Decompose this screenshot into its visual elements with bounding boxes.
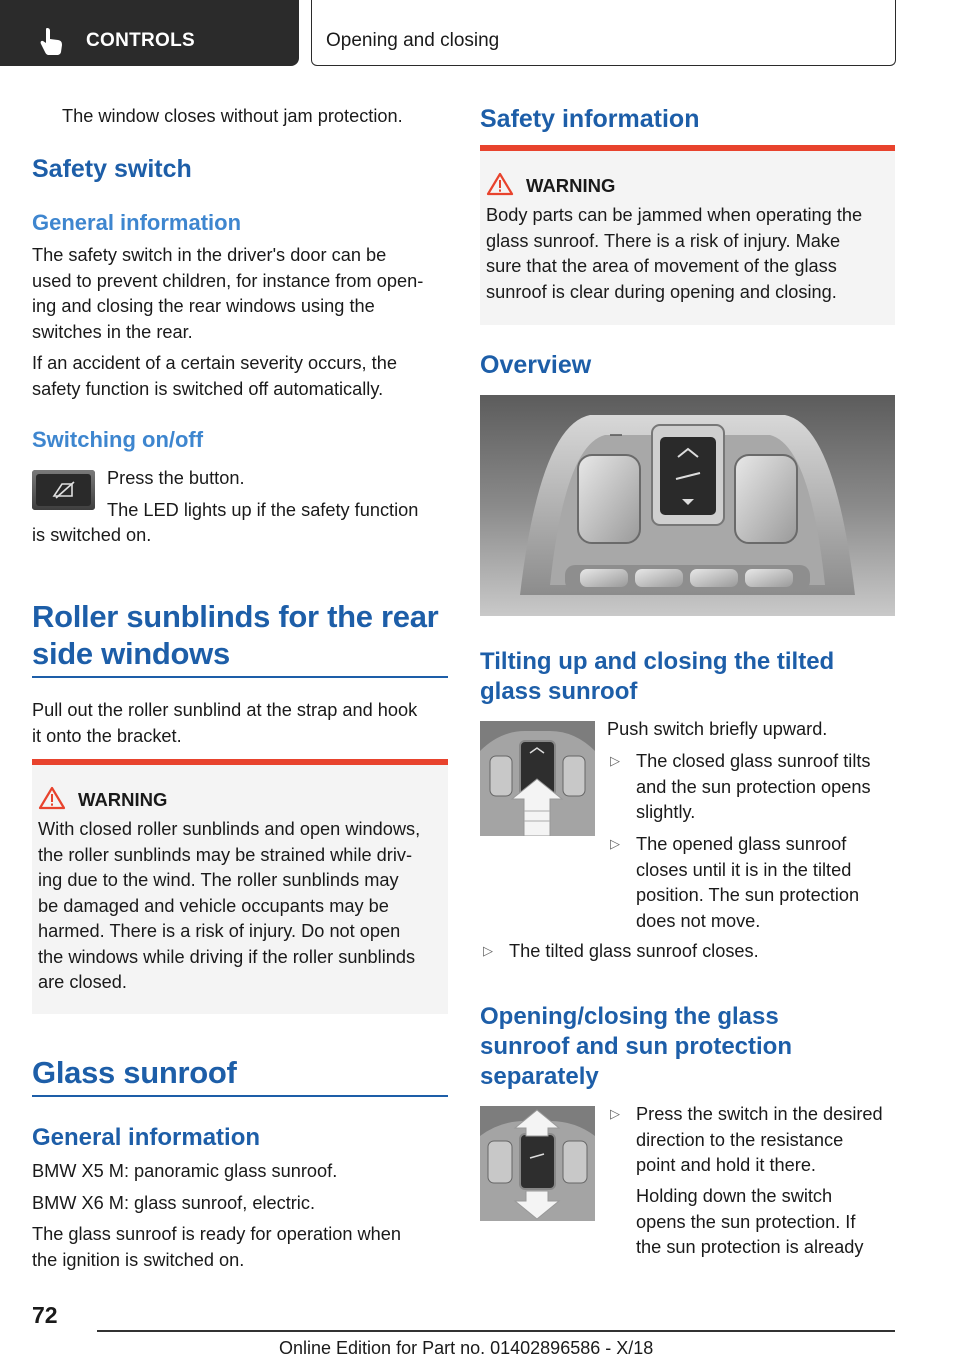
- section-label: Opening and closing: [326, 30, 500, 51]
- open-close-bullet-1: Press the switch in the desired direction to the resistance point and hold it there.: [636, 1104, 883, 1175]
- gs-paragraph-3: The glass sunroof is ready for operation when the ignition is switched on.: [32, 1224, 402, 1270]
- safety-info-heading: Safety information: [480, 105, 700, 133]
- roller-paragraph: Pull out the roller sunblind at the strap and hook it onto the bracket.: [32, 700, 418, 746]
- bullet-triangle-icon: ▷: [483, 943, 493, 958]
- footer-rule: [97, 1330, 895, 1332]
- glass-sunroof-rule: [32, 1095, 448, 1097]
- general-info-paragraph-1: The safety switch in the driver's door can be used to prevent children, for instance from open‐ ing and closing the rear windows using the switches in the rear.: [32, 245, 424, 342]
- hand-pointer-icon: [38, 26, 66, 56]
- page-number: 72: [32, 1302, 58, 1328]
- warning-label: WARNING: [78, 789, 168, 810]
- safety-switch-heading: Safety switch: [32, 155, 192, 183]
- overview-heading: Overview: [480, 351, 592, 379]
- tilt-bullet-2: The opened glass sunroof closes until it is in the tilted position. The sun protection does not move.: [636, 834, 860, 931]
- roller-warning-text: With closed roller sunblinds and open windows, the roller sunblinds may be strained while driv‐ ing due to the wind. The roller sunblinds may be damaged and vehicle occupants may be harmed. There is a risk of injury. Do not open the windows while driving if the roller sunblinds are closed.: [38, 819, 421, 992]
- tilt-switch-illustration: [480, 721, 595, 836]
- open-close-switch-image: [480, 1106, 595, 1221]
- bullet-triangle-icon: ▷: [610, 1106, 620, 1121]
- sunroof-warning-box: [480, 145, 895, 325]
- section-header: [311, 0, 896, 66]
- overhead-console-image: [480, 395, 895, 616]
- open-close-paragraph-2: Holding down the switch opens the sun protection. If the sun protection is already: [636, 1186, 864, 1257]
- general-info-paragraph-2: If an accident of a certain severity occurs, the safety function is switched off automatically.: [32, 353, 397, 399]
- intro-line: The window closes without jam protection.: [62, 106, 403, 126]
- chapter-tab: [0, 0, 299, 66]
- overhead-console-illustration: [480, 395, 895, 616]
- roller-warning-box: [32, 759, 448, 1014]
- gs-general-heading: General information: [32, 1124, 261, 1151]
- tilt-switch-image: [480, 721, 595, 836]
- bullet-triangle-icon: ▷: [610, 836, 620, 851]
- open-close-switch-illustration: [480, 1106, 595, 1221]
- roller-heading-rule: [32, 676, 448, 678]
- warning-triangle-icon: [38, 785, 66, 811]
- bullet-triangle-icon: ▷: [610, 753, 620, 768]
- warning-triangle-icon: [486, 171, 514, 197]
- tilt-heading: Tilting up and closing the tilted glass sunroof: [480, 648, 835, 705]
- gs-paragraph-1: BMW X5 M: panoramic glass sunroof.: [32, 1161, 338, 1181]
- tilt-instruction: Push switch briefly upward.: [607, 719, 828, 739]
- safety-switch-illustration: [32, 470, 95, 510]
- safety-switch-button-image: [32, 470, 95, 510]
- open-close-heading: Opening/closing the glass sunroof and sun protection separately: [480, 1003, 792, 1090]
- general-info-heading: General information: [32, 210, 242, 235]
- tilt-bullet-1: The closed glass sunroof tilts and the sun protection opens slightly.: [636, 751, 871, 822]
- warning-label: WARNING: [526, 175, 616, 196]
- edition-note: Online Edition for Part no. 01402896586 - X/18: [279, 1338, 654, 1358]
- gs-paragraph-2: BMW X6 M: glass sunroof, electric.: [32, 1193, 315, 1213]
- switching-led-line-2: is switched on.: [32, 525, 152, 545]
- chapter-label: CONTROLS: [86, 30, 196, 51]
- switching-instruction: Press the button.: [107, 468, 245, 488]
- tilt-bullet-3: The tilted glass sunroof closes.: [509, 941, 759, 961]
- glass-sunroof-heading: Glass sunroof: [32, 1055, 237, 1090]
- switching-heading: Switching on/off: [32, 427, 204, 452]
- switching-led-line-1: The LED lights up if the safety function: [107, 500, 419, 520]
- sunroof-warning-text: Body parts can be jammed when operating the glass sunroof. There is a risk of injury. Make sure that the area of movement of the glass sunroof is clear during opening and closing.: [486, 205, 863, 302]
- roller-sunblinds-heading: Roller sunblinds for the rear side windows: [32, 599, 439, 671]
